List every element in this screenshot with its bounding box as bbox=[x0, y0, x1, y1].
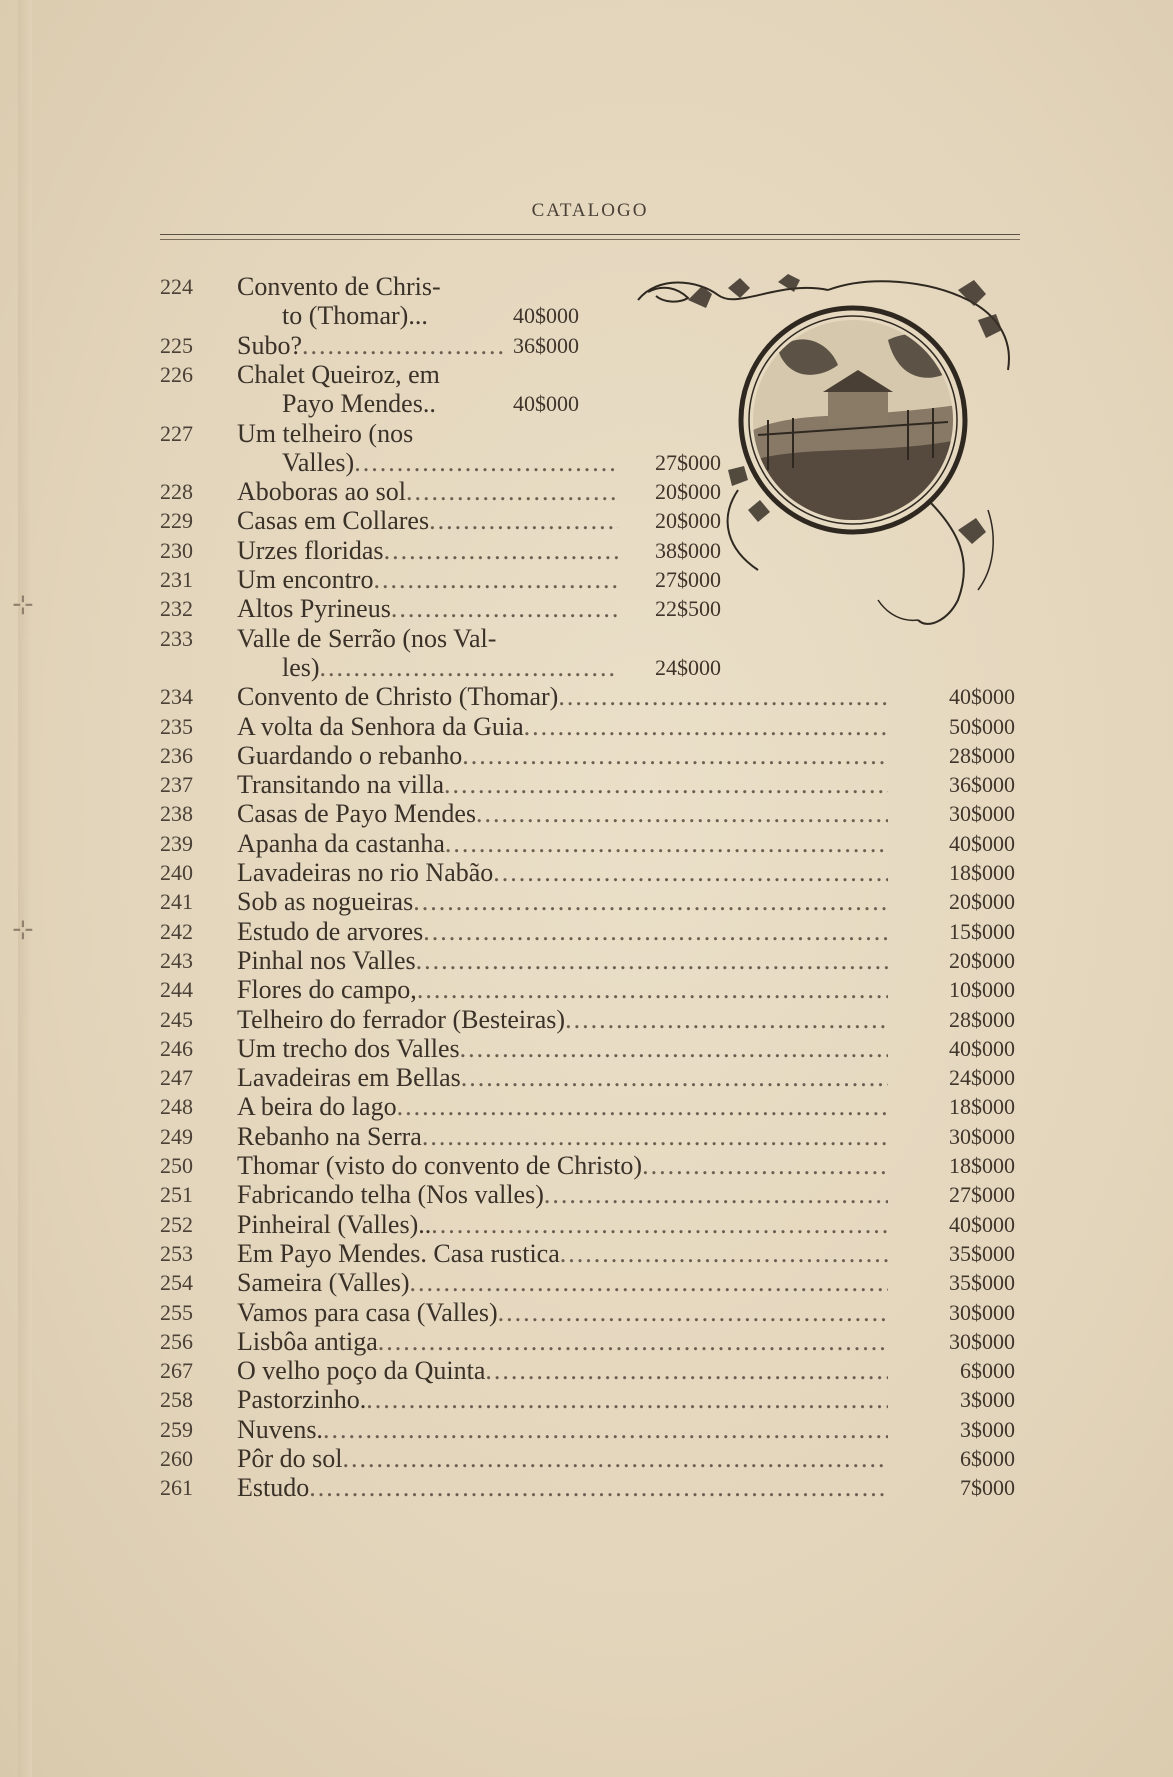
entry-title-text: Estudo bbox=[237, 1473, 310, 1503]
entry-number: 249 bbox=[160, 1123, 193, 1149]
entry-title-text: Lavadeiras no rio Nabão bbox=[237, 858, 494, 887]
entry-title bbox=[237, 1151, 888, 1181]
catalog-entry bbox=[0, 770, 1173, 800]
entry-title-text: Fabricando telha (Nos valles) bbox=[237, 1180, 544, 1210]
entry-number: 229 bbox=[160, 508, 193, 534]
catalog-entry bbox=[0, 624, 1173, 654]
entry-price: 18$000 bbox=[949, 1153, 1015, 1178]
entry-price: 35$000 bbox=[949, 1240, 1015, 1266]
entry-price: 7$000 bbox=[960, 1475, 1015, 1501]
entry-title-text: Convento de Christo (Thomar) bbox=[237, 682, 559, 712]
dot-leader bbox=[366, 1385, 888, 1415]
entry-title bbox=[237, 1180, 888, 1210]
entry-title-text: Casas em Collares bbox=[237, 506, 430, 536]
entry-title-text: Lisbôa antiga bbox=[237, 1326, 378, 1356]
entry-title-text: Vamos para casa (Valles) bbox=[237, 1297, 498, 1327]
entry-title-text: Lavadeiras em Bellas bbox=[237, 1063, 461, 1093]
catalog-entry bbox=[0, 1327, 1173, 1357]
entry-title-continued bbox=[282, 301, 505, 331]
entry-number: 227 bbox=[160, 420, 193, 446]
catalog-entry bbox=[0, 1210, 1173, 1240]
dot-leader bbox=[378, 1327, 888, 1357]
entry-number: 228 bbox=[160, 479, 193, 505]
entry-price: 20$000 bbox=[655, 479, 721, 505]
entry-title bbox=[237, 887, 888, 917]
entry-title-text: Um telheiro (nos bbox=[237, 418, 414, 448]
catalog-entry bbox=[0, 1415, 1173, 1445]
entry-title bbox=[237, 682, 888, 712]
entry-price: 15$000 bbox=[949, 918, 1015, 944]
entry-title bbox=[237, 360, 440, 390]
entry-title bbox=[237, 1415, 888, 1445]
entry-price: 40$000 bbox=[949, 1211, 1015, 1237]
entry-number: 251 bbox=[160, 1182, 193, 1208]
dot-leader bbox=[406, 477, 618, 507]
entry-title-continued bbox=[282, 389, 505, 419]
entry-title-text: Em Payo Mendes. Casa rustica bbox=[237, 1238, 560, 1268]
catalog-entry-continuation bbox=[0, 389, 1173, 419]
entry-price: 27$000 bbox=[655, 567, 721, 592]
entry-price: 28$000 bbox=[949, 1006, 1015, 1032]
entry-title bbox=[237, 1356, 888, 1386]
entry-title-continued-text: to (Thomar)... bbox=[282, 301, 428, 331]
entry-title bbox=[237, 1385, 888, 1415]
dot-leader bbox=[416, 946, 888, 976]
dot-leader bbox=[302, 331, 505, 361]
entry-title bbox=[237, 799, 888, 829]
entry-price: 30$000 bbox=[949, 1299, 1015, 1325]
entry-title bbox=[237, 1005, 888, 1035]
entry-number: 239 bbox=[160, 830, 193, 856]
entry-title-text: Um encontro bbox=[237, 565, 374, 594]
entry-number: 236 bbox=[160, 742, 193, 768]
entry-number: 225 bbox=[160, 332, 193, 358]
entry-price: 6$000 bbox=[960, 1358, 1015, 1384]
catalog-entry bbox=[0, 712, 1173, 742]
entry-price: 50$000 bbox=[949, 713, 1015, 739]
entry-number: 252 bbox=[160, 1211, 193, 1237]
entry-title bbox=[237, 419, 413, 449]
entry-price: 24$000 bbox=[949, 1065, 1015, 1091]
dot-leader bbox=[444, 770, 888, 800]
entry-title bbox=[237, 1298, 888, 1328]
entry-price: 27$000 bbox=[655, 449, 721, 475]
dot-leader bbox=[462, 741, 888, 771]
dot-leader bbox=[476, 799, 888, 829]
entry-title bbox=[237, 624, 496, 654]
entry-title bbox=[237, 829, 888, 859]
entry-price: 6$000 bbox=[960, 1446, 1015, 1471]
entry-title bbox=[237, 917, 888, 947]
entry-title bbox=[237, 1034, 888, 1064]
dot-leader bbox=[461, 1063, 888, 1093]
entry-number: 255 bbox=[160, 1299, 193, 1325]
catalog-entry bbox=[0, 1005, 1173, 1035]
dot-leader bbox=[413, 887, 888, 917]
entry-title-text: Telheiro do ferrador (Besteiras) bbox=[237, 1004, 566, 1034]
entry-title-continued-text: Valles) bbox=[282, 447, 355, 477]
dot-leader bbox=[423, 917, 888, 947]
entry-title-text: Convento de Chris- bbox=[237, 272, 441, 301]
entry-title bbox=[237, 1063, 888, 1093]
entry-number: 250 bbox=[160, 1153, 193, 1178]
entry-title bbox=[237, 1268, 888, 1298]
entry-title-text: Transitando na villa bbox=[237, 770, 445, 800]
dot-leader bbox=[485, 1356, 888, 1386]
dot-leader bbox=[498, 1298, 888, 1328]
dot-leader bbox=[373, 565, 618, 595]
entry-title-text: Pôr do sol bbox=[237, 1444, 343, 1473]
entry-number: 224 bbox=[160, 274, 193, 299]
catalog-entry bbox=[0, 1239, 1173, 1269]
entry-price: 36$000 bbox=[513, 332, 579, 358]
entry-title-text: Sameira (Valles) bbox=[237, 1268, 410, 1298]
entry-number: 254 bbox=[160, 1270, 193, 1296]
entry-number: 245 bbox=[160, 1006, 193, 1032]
entry-price: 30$000 bbox=[949, 1328, 1015, 1354]
catalog-entry bbox=[0, 477, 1173, 507]
entry-title bbox=[237, 1239, 888, 1269]
entry-number: 244 bbox=[160, 977, 193, 1003]
entry-number: 237 bbox=[160, 772, 193, 798]
entry-price: 10$000 bbox=[949, 977, 1015, 1003]
entry-title-text: A beira do lago bbox=[237, 1092, 397, 1122]
dot-leader bbox=[422, 1122, 888, 1152]
entry-title-text: Um trecho dos Valles bbox=[237, 1033, 460, 1063]
binding-mark-icon: ⊹ bbox=[12, 915, 34, 944]
entry-title bbox=[237, 858, 888, 888]
entry-number: 240 bbox=[160, 860, 193, 885]
catalog-entry bbox=[0, 1151, 1173, 1181]
entry-title-text: Apanha da castanha bbox=[237, 828, 445, 858]
entry-number: 258 bbox=[160, 1387, 193, 1413]
entry-title-text: Valle de Serrão (nos Val- bbox=[237, 623, 497, 653]
dot-leader bbox=[384, 536, 618, 566]
dot-leader bbox=[429, 506, 618, 536]
catalog-entry bbox=[0, 1122, 1173, 1152]
dot-leader bbox=[417, 975, 888, 1005]
entry-title bbox=[237, 331, 505, 361]
dot-leader bbox=[431, 1210, 888, 1240]
catalog-entry bbox=[0, 1356, 1173, 1386]
catalog-entry bbox=[0, 1298, 1173, 1328]
entry-number: 247 bbox=[160, 1065, 193, 1091]
entry-title bbox=[237, 506, 618, 536]
entry-price: 30$000 bbox=[949, 1123, 1015, 1149]
binding-mark-icon: ⊹ bbox=[12, 590, 34, 619]
entry-price: 40$000 bbox=[513, 391, 579, 417]
entry-price: 18$000 bbox=[949, 1094, 1015, 1120]
entry-number: 246 bbox=[160, 1035, 193, 1061]
entry-title-text: Pinheiral (Valles).. bbox=[237, 1209, 432, 1239]
dot-leader bbox=[642, 1151, 888, 1181]
catalog-entry bbox=[0, 799, 1173, 829]
entry-price: 20$000 bbox=[949, 889, 1015, 915]
entry-number: 234 bbox=[160, 684, 193, 710]
dot-leader bbox=[445, 829, 888, 859]
header-rule-thin bbox=[160, 239, 1020, 240]
entry-number: 259 bbox=[160, 1416, 193, 1442]
entry-number: 230 bbox=[160, 537, 193, 563]
catalog-entry bbox=[0, 565, 1173, 595]
entry-number: 243 bbox=[160, 947, 193, 973]
dot-leader bbox=[391, 594, 618, 624]
entry-title bbox=[237, 1327, 888, 1357]
dot-leader bbox=[524, 712, 888, 742]
catalog-entry bbox=[0, 858, 1173, 888]
entry-title bbox=[237, 741, 888, 771]
entry-price: 22$500 bbox=[655, 596, 721, 622]
dot-leader bbox=[560, 1239, 888, 1269]
catalog-entry bbox=[0, 1034, 1173, 1064]
dot-leader bbox=[354, 448, 618, 478]
entry-title bbox=[237, 975, 888, 1005]
entry-price: 40$000 bbox=[949, 684, 1015, 710]
entry-number: 231 bbox=[160, 567, 193, 592]
catalog-entry bbox=[0, 506, 1173, 536]
entry-price: 20$000 bbox=[949, 947, 1015, 973]
entry-price: 40$000 bbox=[513, 303, 579, 329]
entry-title-continued bbox=[282, 448, 618, 478]
entry-title-text: Thomar (visto do convento de Christo) bbox=[237, 1151, 643, 1180]
entry-number: 233 bbox=[160, 625, 193, 651]
entry-title-text: A volta da Senhora da Guia bbox=[237, 711, 524, 741]
catalog-entry bbox=[0, 1268, 1173, 1298]
catalog-entry bbox=[0, 917, 1173, 947]
entry-title-continued bbox=[282, 653, 618, 683]
entry-number: 238 bbox=[160, 801, 193, 827]
catalog-entry bbox=[0, 682, 1173, 712]
entry-title-text: Urzes floridas bbox=[237, 535, 384, 565]
entry-number: 253 bbox=[160, 1240, 193, 1266]
catalog-entry bbox=[0, 946, 1173, 976]
entry-title bbox=[237, 1210, 888, 1240]
entry-title-text: Aboboras ao sol bbox=[237, 477, 406, 507]
dot-leader bbox=[320, 653, 618, 683]
entry-number: 256 bbox=[160, 1328, 193, 1354]
entry-number: 248 bbox=[160, 1094, 193, 1120]
entry-title bbox=[237, 477, 618, 507]
entry-title bbox=[237, 272, 441, 302]
entry-title-text: Rebanho na Serra bbox=[237, 1121, 422, 1151]
catalog-entry bbox=[0, 1063, 1173, 1093]
entry-title-text: Flores do campo, bbox=[237, 975, 417, 1005]
entry-number: 267 bbox=[160, 1358, 193, 1384]
entry-title-text: Estudo de arvores bbox=[237, 916, 424, 946]
entry-price: 28$000 bbox=[949, 742, 1015, 768]
entry-title-text: Nuvens. bbox=[237, 1414, 323, 1444]
entry-number: 261 bbox=[160, 1475, 193, 1501]
entry-title-text: Pinhal nos Valles bbox=[237, 945, 416, 975]
dot-leader bbox=[493, 858, 888, 888]
entry-number: 232 bbox=[160, 596, 193, 622]
entry-number: 242 bbox=[160, 918, 193, 944]
entry-title bbox=[237, 712, 888, 742]
dot-leader bbox=[410, 1268, 888, 1298]
dot-leader bbox=[397, 1092, 888, 1122]
entry-title bbox=[237, 1092, 888, 1122]
catalog-entry bbox=[0, 536, 1173, 566]
entry-title bbox=[237, 565, 618, 595]
dot-leader bbox=[544, 1180, 888, 1210]
catalog-entry-continuation bbox=[0, 301, 1173, 331]
entry-number: 235 bbox=[160, 713, 193, 739]
catalog-entry-continuation bbox=[0, 448, 1173, 478]
entry-title-continued-text: Payo Mendes.. bbox=[282, 389, 436, 419]
entry-title-continued-text: les) bbox=[282, 652, 320, 682]
entry-title-text: Chalet Queiroz, em bbox=[237, 359, 440, 389]
page-header: CATALOGO bbox=[531, 200, 649, 221]
catalog-entry bbox=[0, 1092, 1173, 1122]
catalog-entry bbox=[0, 360, 1173, 390]
entry-title-text: Altos Pyrineus bbox=[237, 594, 391, 624]
entry-title-text: Sob as nogueiras bbox=[237, 887, 414, 917]
entry-price: 38$000 bbox=[655, 537, 721, 563]
catalog-entry bbox=[0, 1385, 1173, 1415]
entry-title bbox=[237, 536, 618, 566]
catalog-entry bbox=[0, 1444, 1173, 1474]
entry-price: 24$000 bbox=[655, 654, 721, 680]
entry-price: 36$000 bbox=[949, 772, 1015, 798]
entry-price: 3$000 bbox=[960, 1387, 1015, 1413]
entry-number: 226 bbox=[160, 361, 193, 387]
entry-title-text: Guardando o rebanho bbox=[237, 740, 463, 770]
catalog-entry-continuation bbox=[0, 653, 1173, 683]
entry-price: 30$000 bbox=[949, 801, 1015, 827]
dot-leader bbox=[565, 1005, 888, 1035]
entry-price: 20$000 bbox=[655, 508, 721, 534]
catalog-entry bbox=[0, 272, 1173, 302]
entry-price: 18$000 bbox=[949, 860, 1015, 885]
dot-leader bbox=[323, 1415, 888, 1445]
entry-title bbox=[237, 594, 618, 624]
entry-price: 40$000 bbox=[949, 1035, 1015, 1061]
entry-title bbox=[237, 1444, 888, 1474]
entry-title bbox=[237, 1473, 888, 1503]
entry-price: 3$000 bbox=[960, 1416, 1015, 1442]
entry-number: 241 bbox=[160, 889, 193, 915]
entry-title-text: Subo? bbox=[237, 330, 302, 360]
catalog-entry bbox=[0, 594, 1173, 624]
catalog-entry bbox=[0, 1473, 1173, 1503]
dot-leader bbox=[558, 682, 888, 712]
catalog-entry bbox=[0, 887, 1173, 917]
entry-price: 40$000 bbox=[949, 830, 1015, 856]
entry-title-text: O velho poço da Quinta bbox=[237, 1356, 486, 1386]
catalog-entry bbox=[0, 419, 1173, 449]
catalog-entry bbox=[0, 975, 1173, 1005]
entry-number: 260 bbox=[160, 1446, 193, 1471]
catalog-entry bbox=[0, 829, 1173, 859]
catalog-entry bbox=[0, 741, 1173, 771]
entry-title-text: Casas de Payo Mendes bbox=[237, 799, 477, 829]
entry-price: 27$000 bbox=[949, 1182, 1015, 1208]
entry-title bbox=[237, 946, 888, 976]
entry-title bbox=[237, 770, 888, 800]
header-rule bbox=[160, 234, 1020, 235]
entry-title-text: Pastorzinho. bbox=[237, 1385, 367, 1415]
catalog-entry bbox=[0, 331, 1173, 361]
dot-leader bbox=[460, 1034, 888, 1064]
dot-leader bbox=[309, 1473, 888, 1503]
entry-title bbox=[237, 1122, 888, 1152]
catalog-entry bbox=[0, 1180, 1173, 1210]
entry-price: 35$000 bbox=[949, 1270, 1015, 1296]
dot-leader bbox=[342, 1444, 888, 1474]
